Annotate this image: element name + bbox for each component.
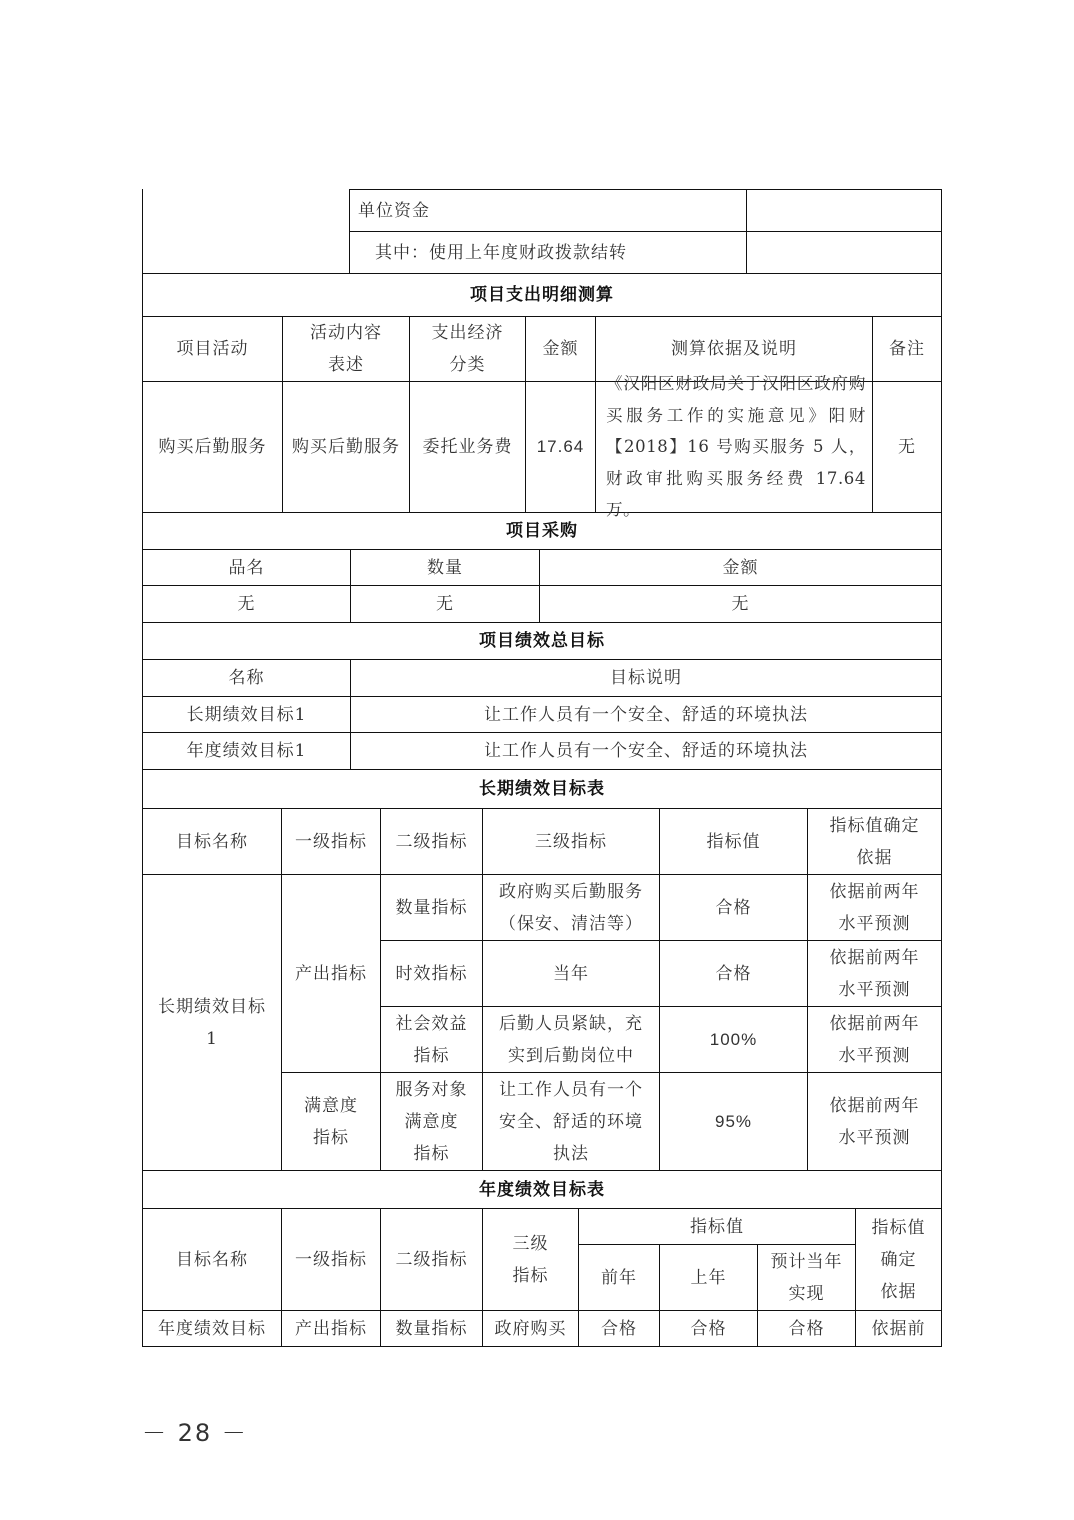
header-line: 活动内容 [310, 323, 382, 343]
l2-line: 社会效益 [395, 1013, 468, 1034]
an-header-level1: 一级指标 [295, 1249, 367, 1270]
header-quantity: 数量 [427, 557, 463, 578]
section-title-overall-goal: 项目绩效总目标 [479, 631, 605, 651]
header-remark: 备注 [889, 339, 925, 359]
level1-line: 指标 [313, 1127, 349, 1148]
lt-row-value: 95% [714, 1111, 753, 1131]
section-title-annual: 年度绩效目标表 [479, 1179, 605, 1200]
lt-row-value: 100% [709, 1029, 758, 1049]
lt-header-level2: 二级指标 [395, 831, 468, 852]
an-header-this-year [758, 1245, 855, 1310]
header-line: 表述 [328, 355, 364, 375]
header-activity-content [283, 317, 409, 381]
section-title-long-term: 长期绩效目标表 [479, 779, 605, 799]
l3-line: 实到后勤岗位中 [508, 1045, 634, 1066]
header-line: 指标 [512, 1265, 549, 1286]
lt-row-level2 [381, 1007, 482, 1072]
cell-content: 购买后勤服务 [292, 437, 400, 457]
l3-line: 政府购买后勤服务 [499, 881, 643, 902]
lt-header-basis [808, 809, 941, 874]
lt-row-level3 [483, 875, 659, 940]
carryover-label: 其中：使用上年度财政拨款结转 [375, 242, 627, 263]
l3-line: （保安、清洁等） [499, 913, 643, 934]
header-goal-name: 名称 [228, 668, 265, 688]
rule [941, 189, 942, 1347]
header-goal-desc: 目标说明 [610, 668, 682, 688]
header-amount: 金额 [542, 339, 579, 359]
cell-goal-name: 长期绩效目标1 [186, 704, 307, 725]
l2-line: 指标 [413, 1045, 450, 1066]
an-header-basis [856, 1209, 941, 1310]
lt-row-basis [808, 1007, 941, 1072]
lt-header-level1: 一级指标 [295, 831, 367, 852]
l2-line: 满意度 [404, 1111, 459, 1132]
l3-line: 安全、舒适的环境 [499, 1111, 643, 1132]
lt-row-value: 合格 [715, 897, 752, 918]
lt-row-level3 [483, 1073, 659, 1170]
header-line: 支出经济 [431, 323, 504, 343]
l2-line: 服务对象 [395, 1079, 468, 1100]
an-cell-basis: 依据前 [871, 1318, 926, 1339]
lt-header-level3: 三级指标 [535, 831, 607, 852]
header-proc-amount: 金额 [722, 557, 759, 578]
cell-quantity: 无 [436, 594, 454, 614]
basis-line: 水平预测 [838, 1045, 911, 1066]
header-line: 预计当年 [770, 1251, 843, 1272]
section-title-expense-detail: 项目支出明细测算 [470, 285, 614, 305]
basis-line: 依据前两年 [829, 947, 920, 968]
header-line: 依据 [856, 847, 893, 868]
basis-line: 水平预测 [838, 913, 911, 934]
cell-proc-amount: 无 [731, 594, 750, 614]
cell-goal-desc: 让工作人员有一个安全、舒适的环境执法 [484, 741, 808, 761]
goal-line: 长期绩效目标 [158, 996, 266, 1017]
header-item-name: 品名 [228, 557, 265, 578]
goal-line: 1 [206, 1028, 218, 1049]
an-header-level3 [483, 1209, 578, 1310]
header-line: 指标值 [871, 1217, 926, 1238]
lt-header-goal-name: 目标名称 [176, 831, 248, 852]
lt-row-level2 [381, 1073, 482, 1170]
header-line: 确定 [880, 1249, 917, 1270]
basis-line: 水平预测 [838, 1127, 911, 1148]
an-header-value-group: 指标值 [690, 1216, 744, 1237]
level1-line: 满意度 [304, 1095, 358, 1116]
lt-row-level2: 数量指标 [395, 897, 468, 918]
lt-row-basis [808, 1073, 941, 1170]
lt-goal-name [143, 875, 281, 1170]
l3-line: 让工作人员有一个 [499, 1079, 643, 1100]
an-header-last-year: 上年 [690, 1267, 727, 1288]
l2-line: 指标 [413, 1143, 450, 1164]
cell-item-name: 无 [237, 594, 256, 614]
cell-calc-basis: 《汉阳区财政局关于汉阳区政府购买服务工作的实施意见》阳财【2018】16 号购买服务 5 人，财政审批购买服务经费 17.64 万。 [606, 374, 866, 520]
header-calc-basis: 测算依据及说明 [671, 339, 797, 359]
header-line: 依据 [880, 1281, 917, 1302]
lt-row-level3: 当年 [553, 963, 589, 984]
an-cell-level1: 产出指标 [295, 1318, 367, 1339]
an-cell-level2: 数量指标 [395, 1318, 468, 1339]
basis-line: 依据前两年 [829, 1095, 920, 1116]
header-expense-category [410, 317, 525, 381]
cell-amount: 17.64 [536, 437, 585, 456]
lt-level1-output: 产出指标 [295, 963, 367, 984]
cell-goal-desc: 让工作人员有一个安全、舒适的环境执法 [484, 704, 808, 725]
an-cell-this-year: 合格 [788, 1318, 825, 1339]
lt-row-value: 合格 [715, 963, 752, 984]
lt-row-level2: 时效指标 [395, 963, 468, 984]
an-header-goal-name: 目标名称 [176, 1249, 248, 1270]
unit-funds-label: 单位资金 [358, 200, 430, 221]
basis-line: 水平预测 [838, 979, 911, 1000]
section-title-procurement: 项目采购 [506, 521, 578, 541]
lt-row-basis [808, 941, 941, 1006]
an-header-level2: 二级指标 [395, 1249, 468, 1270]
cell-goal-name: 年度绩效目标1 [186, 741, 307, 761]
cell-category: 委托业务费 [422, 437, 513, 457]
lt-row-basis [808, 875, 941, 940]
an-cell-prev-year: 合格 [601, 1318, 637, 1339]
l3-line: 后勤人员紧缺，充 [499, 1013, 643, 1034]
basis-line: 依据前两年 [829, 1013, 920, 1034]
header-line: 实现 [788, 1283, 825, 1304]
lt-level1-satisfaction [282, 1073, 380, 1170]
an-cell-level3: 政府购买 [494, 1318, 567, 1339]
rule [142, 1346, 942, 1347]
header-project-activity: 项目活动 [176, 339, 249, 359]
header-line: 分类 [449, 355, 486, 375]
lt-row-level3 [483, 1007, 659, 1072]
lt-header-value: 指标值 [706, 831, 761, 852]
cell-activity: 购买后勤服务 [158, 437, 267, 457]
header-line: 三级 [512, 1233, 549, 1254]
an-cell-last-year: 合格 [690, 1318, 727, 1339]
header-line: 指标值确定 [829, 815, 920, 836]
an-header-prev-year: 前年 [601, 1267, 637, 1288]
l3-line: 执法 [553, 1143, 589, 1164]
page-number: － 28 － [142, 1419, 248, 1447]
basis-line: 依据前两年 [829, 881, 920, 902]
rule [746, 189, 747, 273]
an-cell-goal-name: 年度绩效目标 [158, 1318, 266, 1339]
cell-remark: 无 [898, 437, 916, 457]
